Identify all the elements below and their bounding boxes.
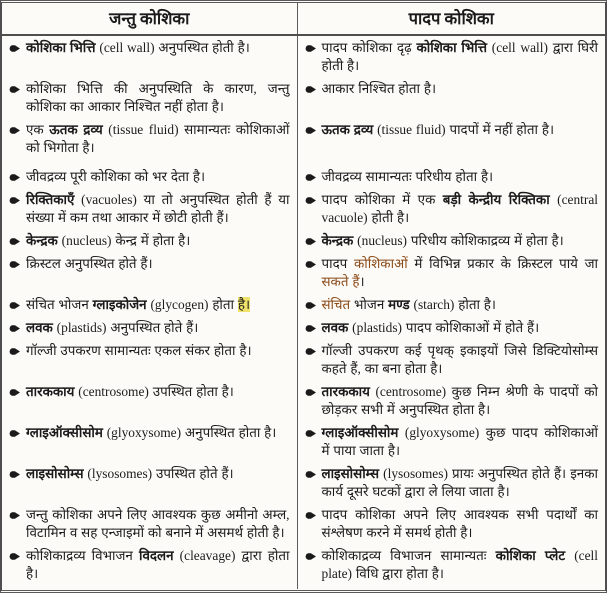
bullet-arrow-icon	[9, 259, 26, 270]
table-cell-right	[297, 504, 605, 545]
bullet-arrow-icon	[305, 387, 322, 398]
bullet-arrow-icon	[305, 469, 322, 480]
bullet-arrow-icon	[305, 323, 322, 334]
table-cell-right	[297, 118, 605, 166]
table-cell-left	[2, 463, 297, 504]
table-row	[2, 118, 605, 166]
list-item-text: लाइसोसोम्स (lysosomes) प्रायः अनुपस्थित होते हैं। इनका कार्य दूसरे घटकों द्वारा ले लिया जाता है।	[321, 466, 598, 499]
table-cell-right	[297, 381, 605, 422]
table-cell-right	[297, 253, 605, 294]
list-item-text: कोशिका भित्ति की अनुपस्थिति के कारण, जन्तु कोशिका का आकार निश्चित नहीं होता है।	[26, 80, 290, 114]
comparison-table-body	[2, 35, 605, 589]
list-item-text: लवक (plastids) अनुपस्थित होते हैं।	[26, 320, 199, 335]
bullet-arrow-icon	[9, 469, 26, 480]
table-cell-right	[297, 189, 605, 230]
table-cell-left	[2, 317, 297, 340]
table-row	[2, 463, 605, 504]
cell-comparison-table	[2, 3, 605, 589]
list-item-text: आकार निश्चित होता है।	[321, 80, 437, 96]
table-cell-left	[2, 294, 297, 317]
list-item-text: लवक (plastids) पादप कोशिकाओं में होते हैं।	[321, 320, 540, 335]
list-item-text: तारककाय (centrosome) कुछ निम्न श्रेणी के पादपों को छोड़कर सभी में अनुपस्थित होता है।	[321, 384, 598, 417]
bullet-arrow-icon	[305, 236, 322, 247]
table-cell-right	[297, 77, 605, 118]
table-row	[2, 381, 605, 422]
list-item-text: केन्द्रक (nucleus) परिधीय कोशिकाद्रव्य में होता है।	[321, 233, 564, 248]
list-item-text: ऊतक द्रव्य (tissue fluid) पादपों में नहीं होता है।	[321, 121, 555, 137]
table-cell-left	[2, 166, 297, 189]
table-row	[2, 422, 605, 463]
bullet-arrow-icon	[305, 172, 322, 183]
table-row	[2, 253, 605, 294]
list-item-text: पादप कोशिका में एक बड़ी केन्द्रीय रिक्तिका (central vacuole) होती है।	[321, 192, 599, 225]
bullet-arrow-icon	[305, 300, 322, 311]
table-cell-right	[297, 166, 605, 189]
table-cell-left	[2, 189, 297, 230]
bullet-arrow-icon	[9, 236, 26, 247]
list-item-text: कोशिका भित्ति (cell wall) अनुपस्थित होती है।	[26, 39, 250, 55]
bullet-arrow-icon	[305, 551, 322, 562]
bullet-arrow-icon	[305, 510, 322, 521]
list-item-text: तारककाय (centrosome) उपस्थित होता है।	[26, 384, 234, 399]
list-item-text: कोशिकाद्रव्य विभाजन विदलन (cleavage) द्वारा होता है।	[26, 548, 290, 581]
table-cell-left	[2, 422, 297, 463]
list-item-text: पादप कोशिका दृढ़ कोशिका भित्ति (cell wall) द्वारा घिरी होती है।	[321, 39, 598, 73]
table-row	[2, 77, 605, 118]
table-cell-right	[297, 422, 605, 463]
list-item-text: कोशिकाद्रव्य विभाजन सामान्यतः कोशिका प्लेट (cell plate) विधि द्वारा होता है।	[321, 548, 598, 581]
bullet-arrow-icon	[305, 259, 322, 270]
table-cell-left	[2, 77, 297, 118]
table-cell-right	[297, 230, 605, 253]
bullet-arrow-icon	[9, 428, 26, 439]
table-row	[2, 189, 605, 230]
bullet-arrow-icon	[9, 551, 26, 562]
list-item-text: ग्लाइऑक्सीसोम (glyoxysome) कुछ पादप कोशिकाओं में पाया जाता है।	[321, 425, 598, 458]
table-cell-right	[297, 340, 605, 381]
column-header-plant-cell: पादप कोशिका	[297, 3, 605, 35]
table-cell-left	[2, 504, 297, 545]
bullet-arrow-icon	[9, 172, 26, 183]
bullet-arrow-icon	[305, 125, 322, 136]
list-item-text: केन्द्रक (nucleus) केन्द्र में होता है।	[26, 233, 191, 248]
table-cell-right	[297, 463, 605, 504]
list-item-text: पादप कोशिकाओं में विभिन्न प्रकार के क्रिस्टल पाये जा सकते हैं।	[321, 256, 598, 289]
table-cell-left	[2, 35, 297, 77]
bullet-arrow-icon	[305, 428, 322, 439]
list-item-text: गॉल्जी उपकरण सामान्यतः एकल संकर होता है।	[26, 343, 252, 358]
list-item-text: रिक्तिकाएँ (vacuoles) या तो अनुपस्थित होती हैं या संख्या में कम तथा आकार में छोटी होती हैं।	[26, 192, 290, 225]
table-row	[2, 35, 605, 77]
bullet-arrow-icon	[9, 387, 26, 398]
list-item-text: संचित भोजन ग्लाइकोजेन (glycogen) होता है।	[26, 297, 251, 312]
bullet-arrow-icon	[9, 195, 26, 206]
bullet-arrow-icon	[305, 346, 322, 357]
list-item-text: एक ऊतक द्रव्य (tissue fluid) सामान्यतः कोशिकाओं को भिगोता है।	[26, 121, 290, 155]
table-cell-left	[2, 230, 297, 253]
list-item-text: ग्लाइऑक्सीसोम (glyoxysome) अनुपस्थित होता है।	[26, 425, 277, 440]
table-row	[2, 504, 605, 545]
table-header-row	[2, 3, 605, 35]
table-cell-left	[2, 545, 297, 590]
table-cell-right	[297, 545, 605, 590]
column-header-animal-cell: जन्तु कोशिका	[2, 3, 297, 35]
list-item-text: क्रिस्टल अनुपस्थित होते हैं।	[26, 256, 153, 271]
list-item-text: गॉल्जी उपकरण कई पृथक् इकाइयों जिसे डिक्टियोसोम्स कहते हैं, का बना होता है।	[321, 343, 598, 376]
table-row	[2, 317, 605, 340]
table-cell-left	[2, 118, 297, 166]
list-item-text: जन्तु कोशिका अपने लिए आवश्यक कुछ अमीनो अम्ल, विटामिन व सह एन्जाइमों को बनाने में असमर्थ होती है।	[26, 507, 290, 540]
table-row	[2, 340, 605, 381]
bullet-arrow-icon	[9, 300, 26, 311]
table-row	[2, 294, 605, 317]
bullet-arrow-icon	[9, 43, 26, 54]
bullet-arrow-icon	[9, 323, 26, 334]
bullet-arrow-icon	[9, 346, 26, 357]
bullet-arrow-icon	[305, 43, 322, 54]
table-cell-right	[297, 317, 605, 340]
table-cell-right	[297, 294, 605, 317]
list-item-text: लाइसोसोम्स (lysosomes) उपस्थित होते हैं।	[26, 466, 234, 481]
bullet-arrow-icon	[9, 84, 26, 95]
table-cell-right	[297, 35, 605, 77]
table-cell-left	[2, 253, 297, 294]
list-item-text: संचित भोजन मण्ड (starch) होता है।	[321, 297, 496, 312]
bullet-arrow-icon	[305, 195, 322, 206]
bullet-arrow-icon	[9, 125, 26, 136]
list-item-text: पादप कोशिका अपने लिए आवश्यक सभी पदार्थों का संश्लेषण करने में समर्थ होती है।	[321, 507, 598, 540]
table-row	[2, 230, 605, 253]
table-row	[2, 166, 605, 189]
table-cell-left	[2, 340, 297, 381]
table-row	[2, 545, 605, 590]
bullet-arrow-icon	[305, 84, 322, 95]
list-item-text: जीवद्रव्य पूरी कोशिका को भर देता है।	[26, 169, 206, 184]
bullet-arrow-icon	[9, 510, 26, 521]
list-item-text: जीवद्रव्य सामान्यतः परिधीय होता है।	[321, 169, 494, 184]
table-cell-left	[2, 381, 297, 422]
